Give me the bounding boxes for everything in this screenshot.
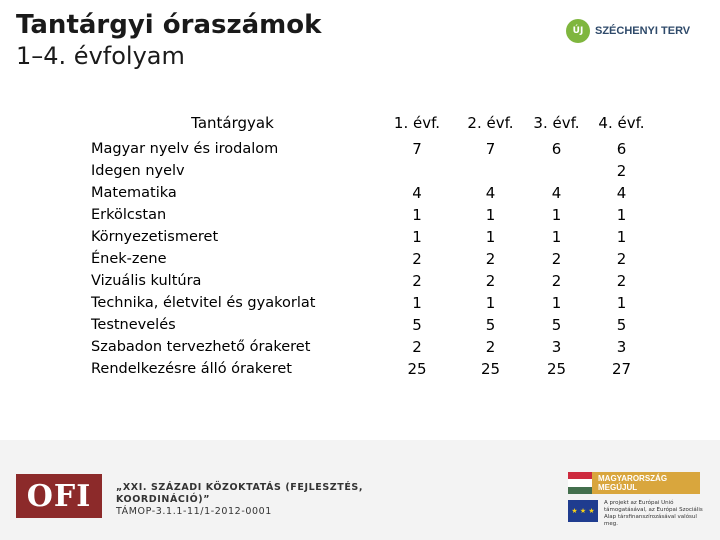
table-row	[88, 204, 654, 226]
magyarorszag-megujul-logo	[568, 472, 700, 494]
hours-cell: 2	[551, 272, 562, 290]
hours-cell: 2	[485, 250, 496, 268]
hours-cell: 25	[480, 360, 501, 378]
project-caption	[116, 482, 363, 518]
szechenyi-terv-logo	[566, 18, 690, 44]
hungarian-flag-icon	[568, 472, 592, 494]
table-row	[88, 160, 654, 182]
hours-cell	[524, 160, 589, 182]
szechenyi-logo-text: SZÉCHENYI TERV	[595, 25, 691, 37]
hours-cell: 4	[616, 184, 627, 202]
subject-name: Matematika	[91, 185, 177, 201]
subject-name: Magyar nyelv és irodalom	[91, 141, 279, 157]
hours-cell: 2	[412, 338, 422, 356]
mm-logo-text: MAGYARORSZÁG MEGÚJUL	[598, 474, 668, 492]
hours-cell: 3	[551, 338, 562, 356]
hours-cell: 1	[485, 228, 496, 246]
hours-cell: 25	[546, 360, 567, 378]
hours-cell: 1	[412, 228, 422, 246]
hours-cell: 5	[551, 316, 562, 334]
header-grade-3: 3. évf.	[533, 114, 580, 132]
hours-cell: 3	[616, 338, 627, 356]
hours-cell: 1	[551, 206, 562, 224]
hours-cell: 5	[485, 316, 496, 334]
hours-cell: 4	[485, 184, 496, 202]
hours-cell: 6	[551, 140, 562, 158]
header-grade-2: 2. évf.	[467, 114, 514, 132]
table-row	[88, 226, 654, 248]
hours-cell: 1	[485, 294, 496, 312]
hours-cell: 1	[551, 294, 562, 312]
eu-flag-icon: ★ ★ ★	[568, 500, 598, 522]
project-title-line-2: KOORDINÁCIÓ)”	[116, 494, 211, 505]
hours-cell	[457, 160, 524, 182]
page-title: Tantárgyi óraszámok	[16, 10, 322, 40]
table-row	[88, 314, 654, 336]
hours-cell: 1	[412, 294, 422, 312]
hours-cell: 2	[551, 250, 562, 268]
subject-name: Rendelkezésre álló órakeret	[91, 361, 292, 377]
hours-cell: 2	[616, 272, 627, 290]
hours-cell: 2	[485, 272, 496, 290]
hours-cell: 7	[485, 140, 496, 158]
table-row	[88, 182, 654, 204]
header-grade-4: 4. évf.	[598, 114, 645, 132]
hours-cell: 2	[616, 162, 627, 180]
hours-cell: 4	[412, 184, 422, 202]
eu-support-text: A projekt az Európai Unió támogatásával, az Európai Szociális Alap társfinanszírozásával valósul meg.	[604, 500, 703, 527]
project-title-line-1: „XXI. SZÁZADI KÖZOKTATÁS (FEJLESZTÉS,	[116, 482, 364, 493]
page-subtitle: 1–4. évfolyam	[16, 42, 185, 70]
hours-cell: 25	[407, 360, 427, 378]
hours-cell: 2	[485, 338, 496, 356]
hours-cell: 27	[611, 360, 632, 378]
subject-name: Szabadon tervezhető órakeret	[91, 339, 311, 355]
szechenyi-badge-icon: ÚJ	[566, 19, 590, 43]
hours-table	[88, 108, 654, 380]
table-header-row	[88, 108, 654, 138]
subject-name: Ének-zene	[91, 251, 167, 267]
hours-cell: 2	[412, 272, 422, 290]
hours-cell: 1	[551, 228, 562, 246]
hours-cell: 1	[485, 206, 496, 224]
hours-cell: 1	[616, 206, 627, 224]
hours-cell: 5	[616, 316, 627, 334]
hours-cell: 7	[412, 140, 422, 158]
hours-table-wrapper	[88, 108, 654, 380]
hours-cell: 1	[616, 228, 627, 246]
table-row	[88, 138, 654, 160]
hours-cell: 6	[616, 140, 627, 158]
subject-name: Idegen nyelv	[91, 163, 185, 179]
table-row	[88, 270, 654, 292]
subject-name: Környezetismeret	[91, 229, 219, 245]
subject-name: Erkölcstan	[91, 207, 167, 223]
hours-cell: 5	[412, 316, 422, 334]
hours-cell: 2	[412, 250, 422, 268]
project-code: TÁMOP-3.1.1-11/1-2012-0001	[116, 506, 272, 517]
header-grade-1: 1. évf.	[393, 114, 441, 132]
table-row	[88, 292, 654, 314]
ofi-logo: OFI	[16, 474, 102, 518]
subject-name: Vizuális kultúra	[91, 273, 202, 289]
table-row	[88, 358, 654, 380]
hours-cell: 4	[551, 184, 562, 202]
table-row	[88, 248, 654, 270]
hours-cell: 2	[616, 250, 627, 268]
hours-cell: 1	[616, 294, 627, 312]
table-row	[88, 336, 654, 358]
hours-cell: 1	[412, 206, 422, 224]
subject-name: Technika, életvitel és gyakorlat	[91, 295, 316, 311]
hours-cell	[377, 160, 457, 182]
header-subjects: Tantárgyak	[191, 114, 274, 132]
subject-name: Testnevelés	[91, 317, 176, 333]
